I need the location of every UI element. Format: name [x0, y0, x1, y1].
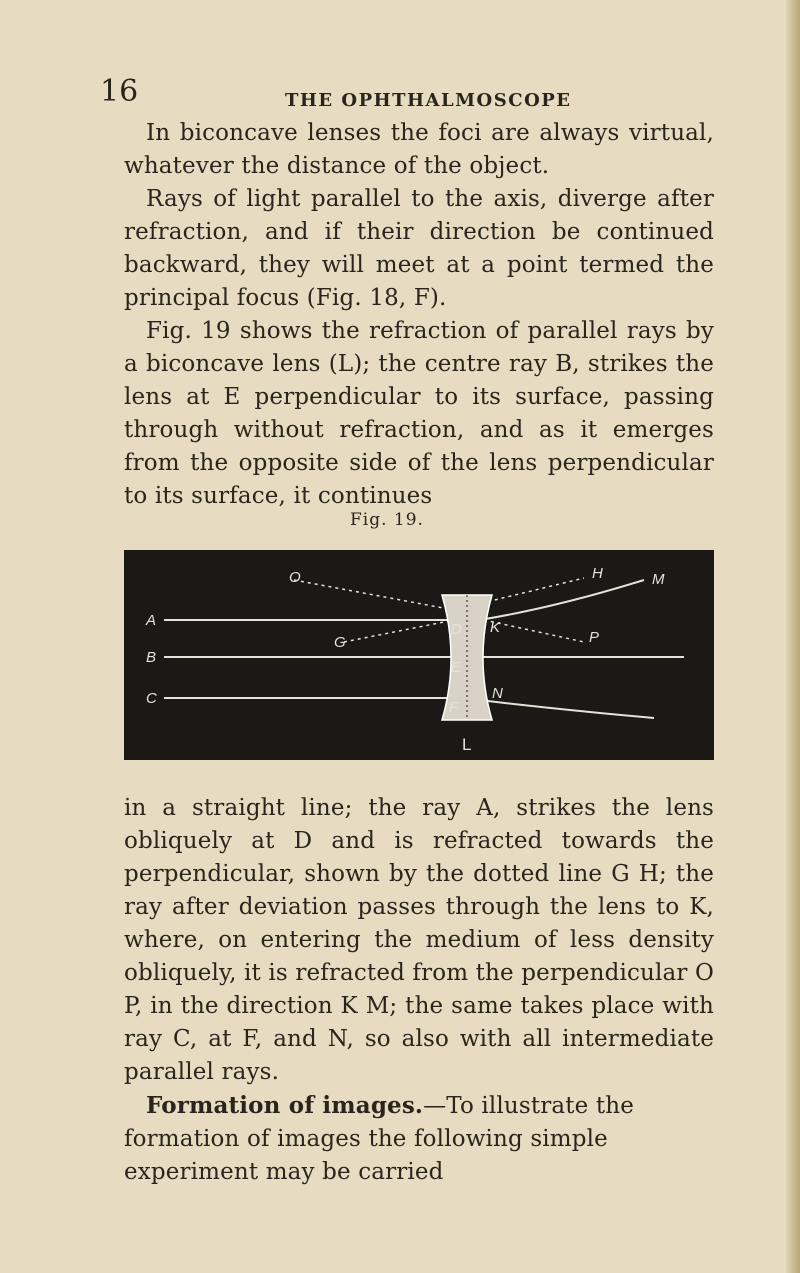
label-h: H — [592, 565, 603, 582]
label-g: G — [334, 634, 346, 651]
label-b: B — [146, 649, 157, 666]
label-f: F — [449, 699, 459, 716]
label-n: N — [492, 685, 503, 702]
paragraph: in a straight line; the ray A, strikes the lens obliquely at D and is refracted towards the perpendicular, shown by the dotted line G H; the ray after deviation passes through the lens to K, where, on entering the medium of less density obliquely, it is refracted from the perpendicular O P, in the direction K M; the same takes place with ray C, at F, and N, so also with all intermediate parallel rays. — [124, 795, 714, 1085]
label-e: E — [451, 659, 462, 676]
paragraph: Rays of light parallel to the axis, diverge after refraction, and if their direction be continued backward, they will meet at a point termed the principal focus (Fig. 18, F). — [124, 186, 714, 311]
label-a: A — [146, 612, 157, 629]
page-edge — [786, 0, 800, 1273]
figure-background — [124, 550, 714, 760]
label-k: K — [490, 619, 501, 636]
lens-diagram — [124, 550, 714, 760]
label-o: O — [289, 569, 301, 586]
label-m: M — [652, 571, 665, 588]
label-l: L — [462, 735, 472, 754]
paragraph-formation-of-images — [124, 1089, 714, 1189]
body-text-bottom — [124, 792, 714, 1189]
figure-19 — [124, 550, 714, 760]
label-p: P — [589, 629, 600, 646]
running-title: THE OPHTHALMOSCOPE — [285, 90, 572, 111]
body-text-top — [124, 117, 714, 513]
figure-caption: Fig. 19. — [350, 510, 424, 530]
paragraph: In biconcave lenses the foci are always virtual, whatever the distance of the object. — [124, 120, 714, 179]
paragraph: Fig. 19 shows the refraction of parallel rays by a biconcave lens (L); the centre ray B, strikes the lens at E perpendicular to its surface, passing through without refraction, and as it emerges from the opposite side of the lens perpendicular to its surface, it continues — [124, 318, 714, 509]
page-number: 16 — [100, 74, 139, 109]
label-c: C — [146, 690, 157, 707]
label-d: D — [451, 621, 462, 638]
paragraph-text: —To illustrate the formation of images the following simple experiment may be carried — [124, 1093, 634, 1185]
section-heading: Formation of images. — [146, 1092, 424, 1119]
